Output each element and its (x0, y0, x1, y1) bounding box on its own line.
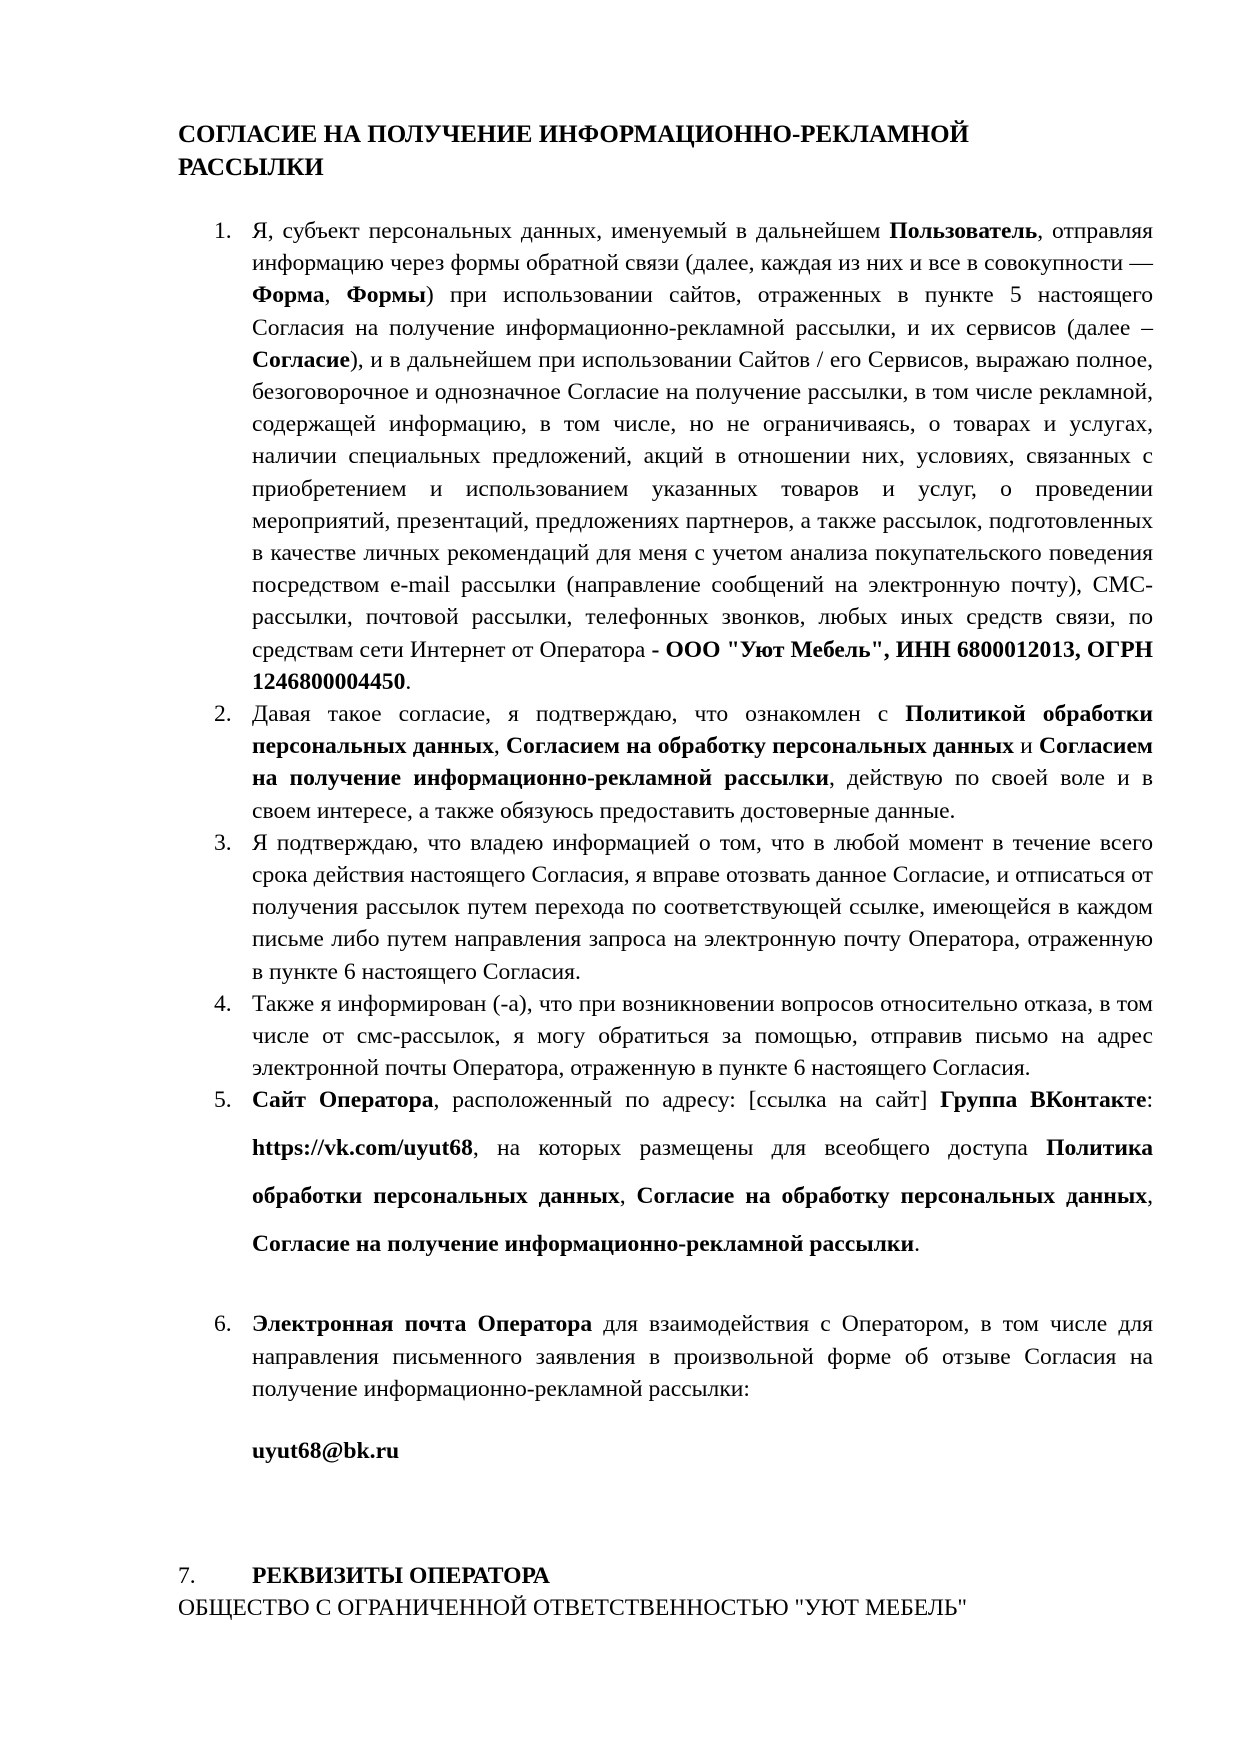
bold-text-segment: Формы (346, 282, 426, 309)
list-item-text (252, 1311, 1153, 1401)
text-segment: Я, субъект персональных данных, именуемый в дальнейшем (252, 218, 890, 244)
text-segment: , (493, 733, 506, 760)
bold-text-segment: Согласием на получение информационно-рекламной рассылки (252, 733, 1153, 792)
list-item-text (252, 1087, 1153, 1257)
bold-text-segment: Пользователь (889, 218, 1038, 244)
text-segment: , (324, 282, 347, 309)
text-segment: . (914, 1231, 920, 1258)
text-segment: , действую по своей воле и в своем интересе, а также обязуюсь предоставить достоверные данные. (252, 765, 1153, 824)
list-item-1 (178, 215, 1153, 698)
bold-text-segment: - ООО "Уют Мебель", ИНН 6800012013, ОГРН 1246800004450 (252, 636, 1153, 695)
requisites-number: 7. (178, 1563, 196, 1589)
list-number: 6. (214, 1311, 232, 1338)
text-segment: , на которых размещены для всеобщего доступа (472, 1135, 1047, 1162)
text-segment: , отправляя информацию через формы обратной связи (далее, каждая из них и все в совокупности — (252, 218, 1154, 277)
document-title: СОГЛАСИЕ НА ПОЛУЧЕНИЕ ИНФОРМАЦИОННО-РЕКЛАМНОЙ РАССЫЛКИ (178, 121, 969, 181)
bold-text-segment: Сайт Оператора (252, 1087, 434, 1114)
text-segment: ), и в дальнейшем при использовании Сайтов / его Сервисов, выражаю полное, безоговорочное и однозначное Согласие на получение рассылки, в том числе рекламной, содержащей информацию, в том числе, но не ограничиваясь, о товарах и услугах, наличии специальных предложений, акций в отношении них, условиях, связанных с приобретением и использованием указанных товаров и услуг, о проведении мероприятий, презентаций, предложениях партнеров, а также рассылок, подготовленных в качестве личных рекомендаций для меня с учетом анализа покупательского поведения посредством e-mail рассылки (направление сообщений на электронную почту), СМС-рассылки, почтовой рассылки, телефонных звонков, любых иных средств связи, по средствам сети Интернет от Оператора (252, 346, 1153, 663)
list-item-3 (178, 827, 1153, 988)
list-item-text (252, 701, 1153, 824)
consent-list (178, 215, 1153, 1467)
bold-text-segment: Форма (252, 282, 325, 309)
text-segment: и (1013, 733, 1039, 760)
list-number: 1. (214, 218, 232, 244)
list-item-text (252, 218, 1153, 695)
list-item-text (252, 991, 1153, 1081)
spacer (178, 1268, 1153, 1308)
bold-text-segment: Согласие на обработку персональных данных (636, 1183, 1148, 1210)
list-item-text (252, 830, 1153, 985)
operator-requisites (178, 1560, 967, 1624)
text-segment: Я подтверждаю, что владею информацией о том, что в любой момент в течение всего срока действия настоящего Согласия, я вправе отозвать данное Согласие, и отписаться от получения рассылок путем перехода по соответствующей ссылке, имеющейся в каждом письме либо путем направления запроса на электронную почту Оператора, отраженную в пункте 6 настоящего Согласия. (252, 829, 1153, 985)
requisites-title: РЕКВИЗИТЫ ОПЕРАТОРА (252, 1563, 550, 1589)
text-segment: ) при использовании сайтов, отраженных в пункте 5 настоящего Согласия на получение информационно-рекламной рассылки, и их сервисов (далее – (252, 282, 1154, 341)
text-segment: , (619, 1183, 637, 1210)
list-item-5 (178, 1076, 1153, 1268)
requisites-heading (178, 1560, 967, 1592)
text-segment: Давая такое согласие, я подтверждаю, что ознакомлен с (252, 701, 906, 728)
list-item-4 (178, 988, 1153, 1085)
bold-text-segment: Группа ВКонтакте (940, 1087, 1147, 1114)
list-item-2 (178, 698, 1153, 827)
company-name: ОБЩЕСТВО С ОГРАНИЧЕННОЙ ОТВЕТСТВЕННОСТЬЮ "УЮТ МЕБЕЛЬ" (178, 1595, 968, 1621)
text-segment: , (1147, 1183, 1154, 1210)
bold-text-segment: Электронная почта Оператора (252, 1311, 593, 1338)
text-segment: для взаимодействия с Оператором, в том числе для направления письменного заявления в произвольной форме об отзыве Согласия на получение информационно-рекламной рассылки: (252, 1311, 1153, 1402)
operator-email: uyut68@bk.ru (252, 1438, 400, 1465)
bold-text-segment: Согласие на получение информационно-рекламной рассылки (252, 1231, 915, 1258)
bold-text-segment: Политика обработки персональных данных (252, 1135, 1153, 1210)
bold-text-segment: Согласием на обработку персональных данных (506, 733, 1014, 760)
text-segment: . (405, 668, 412, 695)
text-segment: : (1146, 1087, 1154, 1114)
list-number: 3. (214, 829, 232, 856)
bold-text-segment: Согласие (252, 346, 350, 373)
bold-text-segment: Политикой обработки персональных данных (252, 701, 1153, 760)
text-segment: Также я информирован (-а), что при возникновении вопросов относительно отказа, в том числе от смс-рассылок, я могу обратиться за помощью, отправив письмо на адрес электронной почты Оператора, отраженную в пункте 6 настоящего Согласия. (252, 990, 1153, 1082)
list-item-6 (178, 1308, 1153, 1405)
list-number: 5. (214, 1087, 232, 1114)
list-number: 4. (214, 990, 232, 1017)
bold-text-segment: https://vk.com/uyut68 (252, 1135, 473, 1162)
text-segment: , расположенный по адресу: [ссылка на сайт] (433, 1087, 941, 1114)
list-number: 2. (214, 701, 232, 728)
